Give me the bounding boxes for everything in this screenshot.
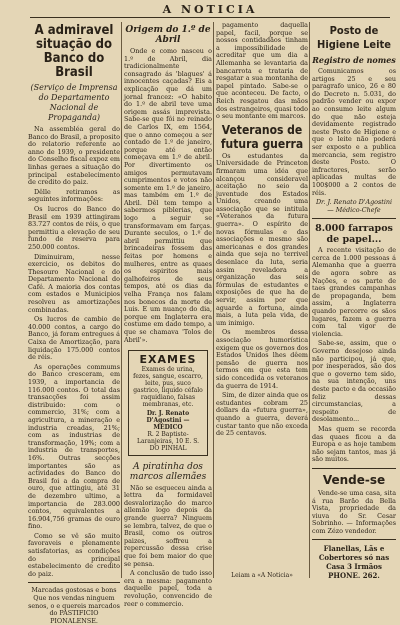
column-4 (312, 22, 396, 582)
signature: Dr. J. Renato D'Agostini — Médico-Chefe (315, 198, 393, 214)
ad-doctor: Dr. J. Renato D'Agostini — MÉDICO (146, 409, 190, 431)
paragraph: Dêlle retiramos as seguintes informações: (28, 187, 120, 204)
divider (28, 582, 120, 583)
paragraph: A recente visitação de cerca de 1.000 pessoas á Alemanha que a guerra de agora sobre as Nações, e os parte de taes grandes campanhas de propaganda, bem assim, a Inglaterra quando percorre os sãos lugares, fazem a guerra com tal vigor de violencia. (312, 246, 396, 338)
paragraph: Os lucros do Banco do Brasil em 1939 attingiram 83.727 contos de réis, o que permittiu a elevação de seu fundo de reserva para 250.000 contos. (28, 204, 120, 251)
ad-title: EXAMES (139, 353, 197, 367)
paragraph: Sabe-se, assim, que o Governo desejoso ainda não participou, já que, por inesperados, são dos que o governo tem sido, na sua intenção, uns deste pacto e da occasião feliz dessas circumstancias, a respeito de desolamento... (312, 339, 396, 424)
paragraph: Sim, de dizer ainda que os estudantes cobram 25 dollars da «futura guerra», quando a guerra, deverá custar tanto que não exceda de 25 centavos. (216, 391, 308, 438)
paragraph: Os lucros de cambio de 40.000 contos, a cargo do Banco, já foram entregues á Caixa de Amortização, para liquidação 175.000 contos de réis. (28, 315, 120, 362)
article-subhead: Registro de nomes (312, 55, 396, 65)
column-1 (28, 22, 120, 625)
paragraph: pagamento daquella papel, facil, porque se nossos contidadãos tinham a impossibilidade de acreditar que um dia a Allemanha se levantaria da bancarrota e trataria de resgatar a sua montanha de papel pintado. Sabe-se o que aconteceu. De facto, o Reich resgatou das mãos dos estrangeiros, quasi todo o seu montante em marcos. (216, 21, 308, 121)
store-ad: Flanellas, Lãs e Cobertores só nas Casa 3 Irmãos PHONE. 262. (318, 544, 390, 581)
paragraph: Os membros dessa associação humorística exigem que os governos dos Estados Unidos lhes dêem pensão de guerra nos termos em que esta tem sido concedida os veteranos da guerra de 1914. (216, 328, 308, 390)
ad-address: R. 2 Baptiste-Laranjeiras, 10 E. S. DO PINHAL (136, 430, 200, 452)
article-headline: Origem do 1.º de Abril (125, 25, 211, 45)
ad-text: Exames de urina, fezes, sangue, escarro, leite, pus, suco gastrico, liquido céfalo raquidiano, falsas membranas, etc. (133, 365, 203, 408)
paragraph: Onde e como nasceu o 1.º de Abril, dia tradicionalmente consagrado ás 'blagues' á innocentes caçadas? Eis a explicação que dá um jornal francez: «O habito do 1.º de abril teve uma origem assás imprevista. Sabe-se que fôi no reinado de Carlos IX, em 1564, que o anno começou a ser contado de 1.º de janeiro, porque até então começava em 1.º de abril. Por divertimento os amigos permutavam cumprimentos e votos não somente em 1.º de janeiro, mas também em 1.º de Abril. Dêl tem tempo a sabermos piblerias, que logo a seguir se transformavam em farças. Durante seculos, o 1.º de abril permittiu que brincadeiras fossem das feitas por homens e mulheres, entre as quaes os espiritos mais galhofeiros de seus tempos, até os dias da velha França nos falam nos bonecos da morte de Luis. E um nuanço do dia, porque em Inglaterra era costume em dado tempo, a que se chamava 'Tolos de Abril'». (124, 47, 212, 344)
paragraph: A conclusão de tudo isso era a mesma: pagamento daquelle papel, toda a revolução, convencido de reer o commercio. (124, 569, 212, 608)
paragraph: Diminuiram, nesse exercicio, os debitos do Thesouro Nacional e do Departamento Nacional do Café. A maioria dos contas com estados e Municipios resolveu as amortizações combinadas. (28, 252, 120, 314)
divider (312, 539, 396, 540)
masthead: A NOTICIA (30, 3, 390, 18)
classified-headline: Vende-se (322, 472, 386, 487)
article-headline: A admiravel situação do Banco do Brasil (34, 23, 114, 80)
footer-note: Leiam a «A Noticia» (231, 572, 293, 579)
exames-ad (128, 350, 208, 456)
article-source: (Serviço de Imprensa do Departamento Nacional de Propaganda) (30, 83, 118, 122)
article-headline: Veteranos de futura guerra (220, 122, 304, 151)
column-3 (216, 22, 308, 582)
paragraph: Os estudantes da Universidade de Princeton firmaram uma idéa que alcançou consideravel aceitação no seio da juventude dos Estados Unidos, creando uma associação que se intitula «Veteranos da futura guerra». O espírito de novas fórmulas e das associações e mesmo são americanas e dos grandes ainda que seja no terrivel desenlace da luta, seria assim reveladora a organização das seis fórmulas de estudantes e exposições de que ha de servir, assim por que aguarde a fortuna, ainda mais, a luta pela vida, de um inimigo. (216, 151, 308, 327)
column-rule (213, 22, 214, 578)
article-headline: 8.000 farrapos de papel... (315, 223, 393, 246)
article-headline: Posto de Higiene Leite (317, 24, 391, 51)
paragraph: Vende-se uma casa, sita á rua Barão da Bella Vista, propriedade da viuva do Sr. Cesar Sobrinho. — Informações com Zézo vendedor. (312, 488, 396, 535)
column-2 (124, 22, 212, 608)
paragraph: As operações commums do Banco cresceram, em 1939, a importancia de 116.000 contos. O total das transacções foi assim distribuido: com o commercio, 31%; com a agricultura, a mineração e industria creadas, 21%; com as industrias de transformação, 19%; com a industria de transportes, 16%. Outras secções importantes são as actividades do Banco do Brasil foi a da compra de ouro, que attingiu, até 31 de dezembro ultimo, a importancia de 283.000 contos, equivalentes a 16.904,756 gramas de ouro fino. (28, 362, 120, 531)
paragraph: Não se esqueceu ainda a lettra da formidavel desvalorização do marco allemão logo depois da grande guerra? Ninguem se lembra, talvez, de que o Brasil, como os outros paizes, soffreu a repercussão dessa crise que foi bem maior do que se pensa. (124, 483, 212, 568)
footer-ad: Marcadas gostosas e bons Que nos vendas ninguem senos, o e quereis marcados do PASTIFICIO PIONALENSE. (28, 586, 120, 625)
column-rule (309, 22, 310, 578)
column-rule (121, 22, 122, 578)
divider (312, 218, 396, 219)
article-headline: A piratinha dos marcos allemães (129, 461, 207, 482)
paragraph: Mas quem se recorda das quaes ficou a da Europa e as hoje tambem não sejam tantos, mas já são muitos. (312, 424, 396, 464)
paragraph: Comunicamos os artigos 25 e seu paragrafo unico, 26 e 80 do Decreto n. 5.031, do padrão vender ou expor ao consumo leite algum do que não esteja devidamente registrado neste Posto de Higiene e que o leite não poderá ser exposto e a publica mercancia, sem registro deste Posto. O infractores, serão aplicadas multas de 100$000 a 2 contos de réis. (312, 67, 396, 197)
paragraph: Como se vê são muito favoraveis e plenamente satisfatorias, as condições do principal estabelecimento de credito do paiz. (28, 531, 120, 578)
divider (312, 468, 396, 469)
paragraph: Na assembléa geral do Banco do Brasil, a proposito do relatorio referente ao anno de 1939, o presidente do Conselho fiscal expoz em linhas geraes a situação do principal estabelecimento de credito do paiz. (28, 125, 120, 187)
